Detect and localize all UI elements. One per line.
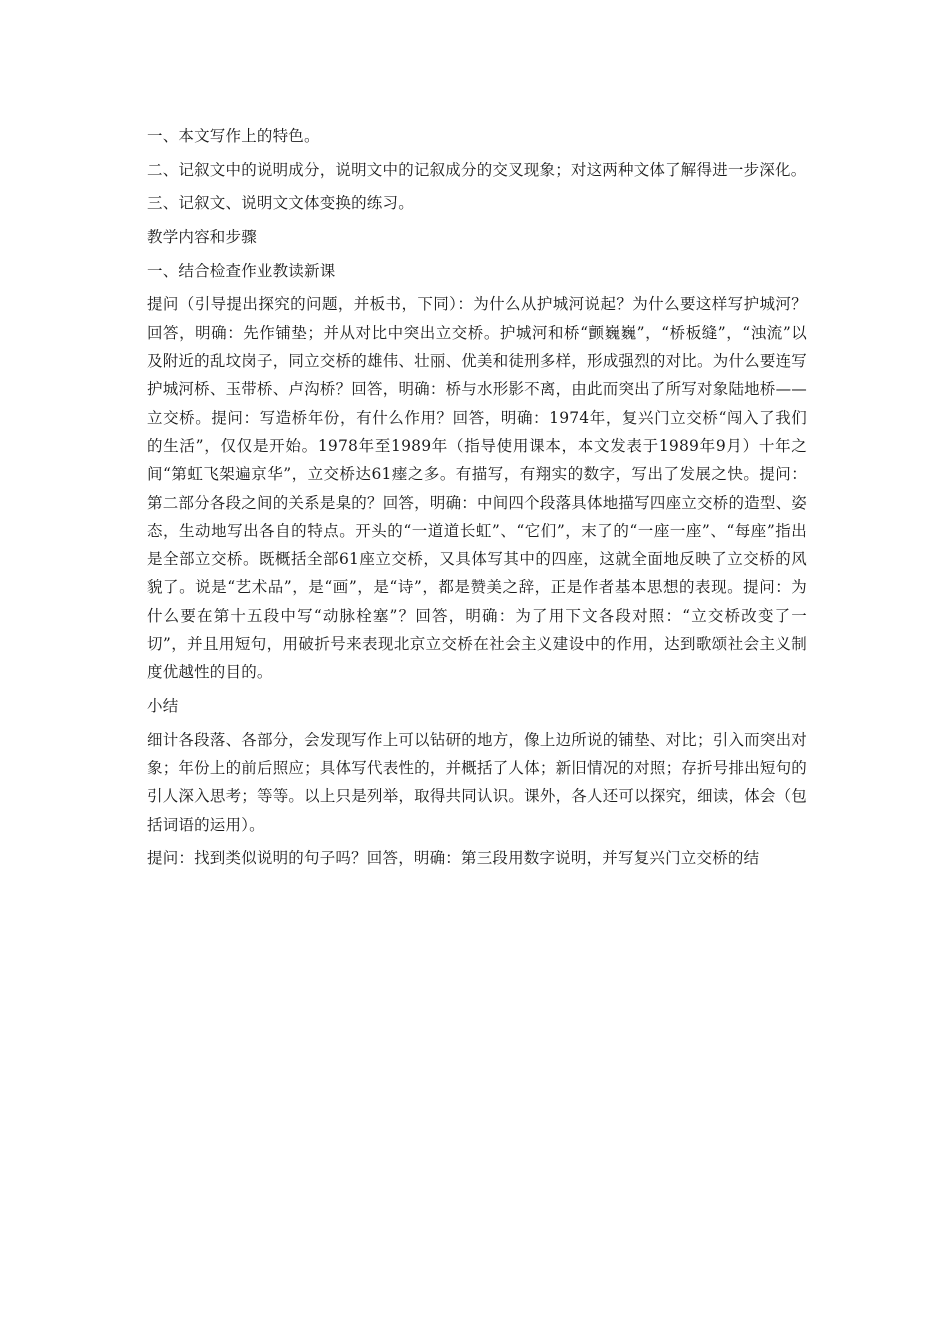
paragraph-questions: 提问（引导提出探究的问题，并板书，下同）：为什么从护城河说起？为什么要这样写护城河？回答，明确：先作铺垫；并从对比中突出立交桥。护城河和桥“颤巍巍”，“桥板缝”，“浊流”以及附近的乱坟岗子，同立交桥的雄伟、壮丽、优美和徒刑多样，形成强烈的对比。为什么要连写护城河桥、玉带桥、卢沟桥？回答，明确：桥与水形影不离，由此而突出了所写对象陆地桥——立交桥。提问：写造桥年份，有什么作用？回答，明确：1974年，复兴门立交桥“闯入了我们的生活”，仅仅是开始。1978年至1989年（指导使用课本，本文发表于1989年9月）十年之间“第虹飞架遍京华”，立交桥达61瘗之多。有描写，有翔实的数字，写出了发展之快。提问：第二部分各段之间的关系是臬的？回答，明确：中间四个段落具体地描写四座立交桥的造型、姿态，生动地写出各自的特点。开头的“一道道长虹”、“它们”，末了的“一座一座”、“每座”指出是全部立交桥。既概括全部61座立交桥，又具体写其中的四座，这就全面地反映了立交桥的风貌了。说是“艺术品”，是“画”，是“诗”，都是赞美之辞，正是作者基本思想的表现。提问：为什么要在第十五段中写“动脉栓塞”？回答，明确：为了用下文各段对照：“立交桥改变了一切”，并且用短句，用破折号来表现北京立交桥在社会主义建设中的作用，达到歌颂社会主义制度优越性的目的。: [147, 295, 807, 682]
paragraph-question-continued: 提问：找到类似说明的句子吗？回答，明确：第三段用数字说明，并写复兴门立交桥的结: [147, 849, 760, 868]
section-heading-summary: 小结: [147, 696, 179, 715]
section-heading-content-steps: 教学内容和步骤: [147, 228, 257, 247]
paragraph-objective-1: 一、本文写作上的特色。: [147, 127, 320, 145]
section-heading-step-1: 一、结合检查作业教读新课: [147, 261, 336, 280]
document-body: [147, 122, 807, 878]
paragraph-summary: 细计各段落、各部分，会发现写作上可以钻研的地方，像上边所说的铺垫、对比；引入而突出对象；年份上的前后照应；具体写代表性的，并概括了人体；新旧情况的对照；存折号排出短句的引人深入思考；等等。以上只是列举，取得共同认识。课外，各人还可以探究，细读，体会（包括词语的运用）。: [147, 730, 807, 834]
paragraph-objective-2: 二、记叙文中的说明成分，说明文中的记叙成分的交叉现象；对这两种文体了解得进一步深化。: [147, 160, 807, 179]
paragraph-objective-3: 三、记叙文、说明文文体变换的练习。: [147, 194, 414, 213]
